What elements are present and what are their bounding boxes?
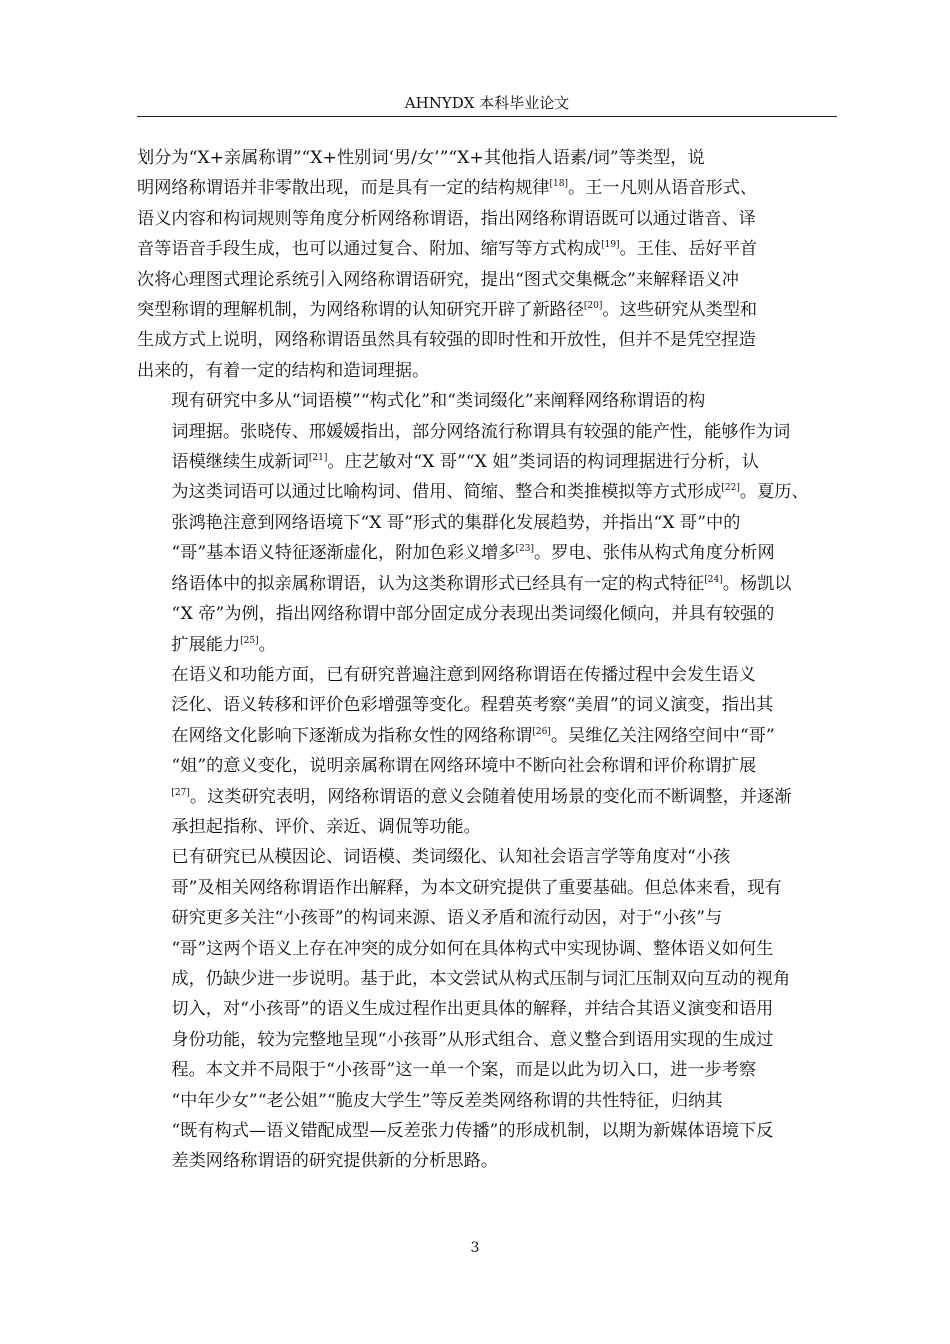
text-line bbox=[137, 417, 839, 447]
text-run: 。吴维亿关注网络空间中“哥” bbox=[550, 725, 775, 746]
text-line bbox=[137, 751, 839, 781]
text-line bbox=[137, 812, 839, 842]
text-line bbox=[137, 265, 839, 295]
text-line bbox=[137, 173, 839, 203]
citation-superscript: [20] bbox=[583, 301, 603, 312]
text-run: 身份功能，较为完整地呈现“小孩哥”从形式组合、意义整合到语用实现的生成过 bbox=[171, 1029, 774, 1050]
text-line bbox=[137, 934, 839, 964]
text-run: 。王一凡则从语音形式、 bbox=[568, 178, 758, 199]
text-run: 明网络称谓语并非零散出现，而是具有一定的结构规律 bbox=[137, 178, 550, 199]
text-run: “哥”基本语义特征逐渐虚化，附加色彩义增多 bbox=[171, 543, 516, 564]
text-run: 语模继续生成新词 bbox=[171, 452, 309, 473]
text-run: 语义内容和构词规则等角度分析网络称谓语，指出网络称谓语既可以通过谐音、译 bbox=[137, 208, 756, 229]
text-run: “姐”的意义变化，说明亲属称谓在网络环境中不断向社会称谓和评价称谓扩展 bbox=[171, 756, 757, 777]
text-run: 。罗电、张伟从构式角度分析网 bbox=[534, 543, 775, 564]
page-number: 3 bbox=[470, 1240, 480, 1256]
text-line bbox=[137, 964, 839, 994]
text-run: 切入，对“小孩哥”的语义生成过程作出更具体的解释，并结合其语义演变和语用 bbox=[171, 999, 774, 1020]
text-line bbox=[137, 903, 839, 933]
text-line bbox=[137, 204, 839, 234]
citation-superscript: [25] bbox=[240, 635, 259, 646]
text-run: 音等语音手段生成，也可以通过复合、附加、缩写等方式构成 bbox=[137, 239, 602, 260]
running-header: AHNYDX 本科毕业论文 bbox=[404, 94, 570, 112]
text-line bbox=[137, 386, 839, 416]
text-line bbox=[137, 1146, 839, 1176]
citation-superscript: [24] bbox=[704, 574, 723, 585]
text-run: “既有构式—语义错配成型—反差张力传播”的形成机制，以期为新媒体语境下反 bbox=[171, 1121, 774, 1141]
text-line bbox=[137, 325, 839, 355]
citation-superscript: [22] bbox=[721, 483, 740, 494]
text-run: 差类网络称谓语的研究提供新的分析思路。 bbox=[171, 1151, 498, 1172]
text-line bbox=[137, 842, 839, 872]
text-run: 程。本文并不局限于“小孩哥”这一单一个案，而是以此为切入口，进一步考察 bbox=[171, 1060, 757, 1081]
text-run: 为这类词语可以通过比喻构词、借用、简缩、整合和类推模拟等方式形成 bbox=[171, 482, 722, 503]
text-line bbox=[137, 873, 839, 903]
text-run: 。庄艺敏对“X 哥”“X 姐”类词语的构词理据进行分析，认 bbox=[327, 452, 759, 473]
text-run: 突型称谓的理解机制，为网络称谓的认知研究开辟了新路径 bbox=[137, 300, 584, 321]
citation-superscript: [18] bbox=[549, 179, 568, 190]
text-run: 现有研究中多从“词语模”“构式化”和“类词缀化”来阐释网络称谓语的构 bbox=[171, 391, 706, 412]
text-run: 哥”及相关网络称谓语作出解释，为本文研究提供了重要基础。但总体来看，现有 bbox=[171, 877, 782, 898]
text-run: 。杨凯以 bbox=[722, 573, 792, 594]
text-line bbox=[137, 994, 839, 1024]
header-rule bbox=[137, 116, 837, 117]
text-line bbox=[137, 1025, 839, 1055]
text-run: 研究更多关注“小孩哥”的构词来源、语义矛盾和流行动因，对于“小孩”与 bbox=[171, 908, 723, 929]
text-run: 张鸿艳注意到网络语境下“X 哥”形式的集群化发展趋势，并指出“X 哥”中的 bbox=[171, 512, 741, 533]
text-line bbox=[137, 477, 839, 507]
text-line bbox=[137, 538, 839, 568]
text-run: “X 帝”为例，指出网络称谓中部分固定成分表现出类词缀化倾向，并具有较强的 bbox=[171, 604, 775, 625]
text-run: “中年少女”“老公姐”“脆皮大学生”等反差类网络称谓的共性特征，归纳其 bbox=[171, 1090, 723, 1111]
text-run: 成，仍缺少进一步说明。基于此，本文尝试从构式压制与词汇压制双向互动的视角 bbox=[171, 968, 791, 989]
text-line bbox=[137, 660, 839, 690]
text-run: 词理据。张晓传、邢媛媛指出，部分网络流行称谓具有较强的能产性，能够作为词 bbox=[171, 421, 791, 442]
text-run: 。 bbox=[258, 634, 276, 655]
text-line bbox=[137, 1116, 839, 1146]
text-line bbox=[137, 782, 839, 812]
text-line bbox=[137, 1055, 839, 1085]
text-run: 络语体中的拟亲属称谓语，认为这类称谓形式已经具有一定的构式特征 bbox=[171, 573, 705, 594]
text-run: 。这些研究从类型和 bbox=[602, 300, 758, 321]
paragraph bbox=[137, 143, 839, 386]
text-line bbox=[137, 143, 839, 173]
citation-superscript: [21] bbox=[308, 453, 328, 464]
citation-superscript: [19] bbox=[601, 240, 620, 251]
text-line bbox=[137, 447, 839, 477]
text-run: 在网络文化影响下逐渐成为指称女性的网络称谓 bbox=[171, 725, 533, 746]
text-line bbox=[137, 721, 839, 751]
text-line bbox=[137, 234, 839, 264]
text-run: 泛化、语义转移和评价色彩增强等变化。程碧英考察“美眉”的词义演变，指出其 bbox=[171, 695, 774, 716]
text-run: 承担起指称、评价、亲近、调侃等功能。 bbox=[171, 816, 481, 837]
text-run: “哥”这两个语义上存在冲突的成分如何在具体构式中实现协调、整体语义如何生 bbox=[171, 938, 774, 959]
text-run: 生成方式上说明，网络称谓语虽然具有较强的即时性和开放性，但并不是凭空捏造 bbox=[137, 330, 756, 351]
text-run: 在语义和功能方面，已有研究普遍注意到网络称谓语在传播过程中会发生语义 bbox=[171, 664, 756, 685]
paragraph bbox=[137, 660, 839, 842]
text-run: 划分为“X+亲属称谓”“X+性别词‘男/女’”“X+其他指人语素/词”等类型，说 bbox=[137, 148, 705, 168]
text-line bbox=[137, 569, 839, 599]
citation-superscript: [26] bbox=[532, 726, 551, 737]
citation-superscript: [23] bbox=[515, 544, 535, 555]
paragraph bbox=[137, 842, 839, 1176]
text-line bbox=[137, 599, 839, 629]
text-line bbox=[137, 295, 839, 325]
body-text bbox=[137, 143, 839, 1177]
citation-superscript: [27] bbox=[171, 787, 190, 798]
text-line bbox=[137, 1086, 839, 1116]
text-line bbox=[137, 690, 839, 720]
text-run: 。王佳、岳好平首 bbox=[619, 239, 758, 260]
text-run: 出来的，有着一定的结构和造词理据。 bbox=[137, 360, 430, 381]
text-run: 次将心理图式理论系统引入网络称谓语研究，提出“图式交集概念”来解释语义冲 bbox=[137, 269, 739, 290]
text-run: 。这类研究表明，网络称谓语的意义会随着使用场景的变化而不断调整，并逐渐 bbox=[189, 786, 792, 807]
paragraph bbox=[137, 386, 839, 660]
text-line bbox=[137, 508, 839, 538]
text-run: 。夏历、 bbox=[739, 482, 809, 503]
text-run: 扩展能力 bbox=[171, 634, 241, 655]
text-line bbox=[137, 356, 839, 386]
text-line bbox=[137, 630, 839, 660]
text-run: 已有研究已从模因论、词语模、类词缀化、认知社会语言学等角度对“小孩 bbox=[171, 847, 731, 868]
